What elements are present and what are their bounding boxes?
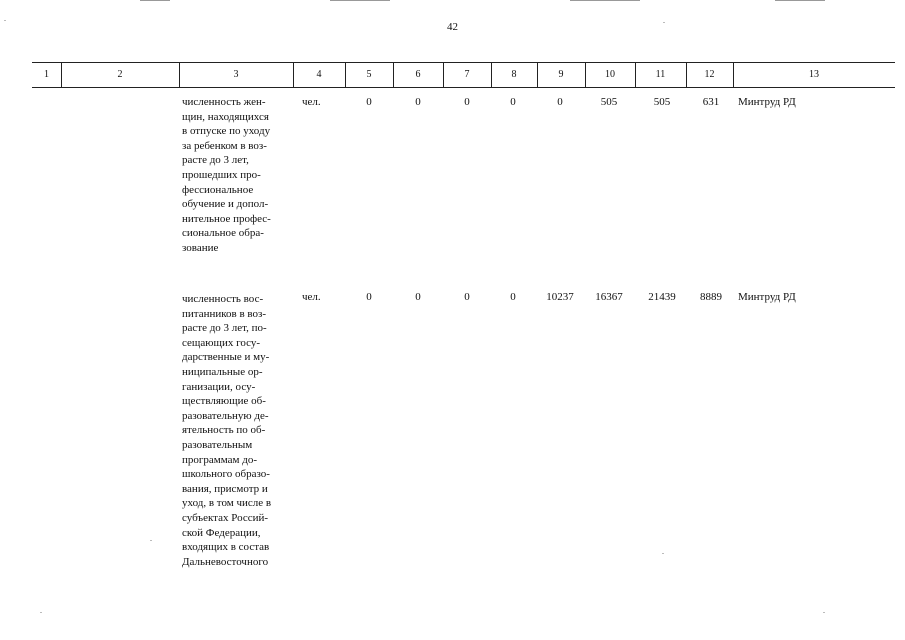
description-line: вания, присмотр и <box>182 482 268 495</box>
row-1-value-col12: 631 <box>702 96 720 108</box>
description-line: ганизации, осу- <box>182 380 256 393</box>
row-1-value-col11: 505 <box>653 96 671 108</box>
description-line: прошедших про- <box>182 168 261 181</box>
row-1-value-col10: 505 <box>600 96 618 108</box>
row-2-value-col5: 0 <box>366 291 372 303</box>
page-number: 42 <box>447 21 458 33</box>
description-line: численность вос- <box>182 293 264 305</box>
header-cell-4: 4 <box>316 69 322 80</box>
row-2-value-col9: 10237 <box>546 291 574 303</box>
header-cell-1: 1 <box>44 69 49 80</box>
description-line: зование <box>182 241 219 254</box>
description-line: сещающих госу- <box>182 336 260 349</box>
description-line: входящих в состав <box>182 541 270 554</box>
header-cell-5: 5 <box>366 69 372 80</box>
description-line: расте до 3 лет, по- <box>182 322 267 335</box>
description-line: фессиональное <box>182 183 254 196</box>
row-2-value-col7: 0 <box>464 291 470 303</box>
header-cell-10: 10 <box>605 69 615 80</box>
description-line: расте до 3 лет, <box>182 154 249 167</box>
description-line: разовательную де- <box>182 409 269 422</box>
description-line: питанников в воз- <box>182 307 267 320</box>
row-2-value-col10: 16367 <box>595 291 623 303</box>
description-line: школьного образо- <box>182 468 270 481</box>
description-line: за ребенком в воз- <box>182 139 267 152</box>
row-2-description <box>182 292 289 569</box>
row-1-value-col6: 0 <box>415 96 421 108</box>
description-line: программам до- <box>182 453 257 466</box>
row-1-value-col9: 0 <box>557 96 563 108</box>
row-1-description <box>182 95 289 256</box>
description-line: субъектах Россий- <box>182 511 269 524</box>
description-line: Дальневосточного <box>182 555 269 568</box>
scan-speck <box>823 612 825 613</box>
scan-speck <box>662 553 664 554</box>
header-cell-6: 6 <box>415 69 421 80</box>
row-2-unit: чел. <box>302 291 321 303</box>
description-line: обучение и допол- <box>182 198 269 211</box>
row-1-value-col5: 0 <box>366 96 372 108</box>
scan-edge-line <box>570 0 640 1</box>
scan-edge-line <box>140 0 170 1</box>
description-line: разовательным <box>182 438 253 451</box>
description-line: нительное профес- <box>182 212 271 225</box>
row-2-value-col8: 0 <box>510 291 516 303</box>
table-header-row <box>32 62 895 88</box>
header-cell-13: 13 <box>809 69 819 80</box>
row-2-value-col6: 0 <box>415 291 421 303</box>
description-line: дарственные и му- <box>182 351 270 364</box>
description-line: ятельность по об- <box>182 424 266 437</box>
row-1-responsible: Минтруд РД <box>738 96 796 108</box>
row-2-value-col12: 8889 <box>700 291 722 303</box>
row-1-unit: чел. <box>302 96 321 108</box>
description-line: сиональное обра- <box>182 227 264 240</box>
description-line: щин, находящихся <box>182 110 269 123</box>
description-line: ниципальные ор- <box>182 365 263 378</box>
scan-speck <box>40 612 42 613</box>
description-line: численность жен- <box>182 96 266 108</box>
header-cell-11: 11 <box>655 69 666 80</box>
header-cell-12: 12 <box>704 69 715 80</box>
description-line: уход, в том числе в <box>182 497 272 510</box>
row-1-value-col7: 0 <box>464 96 470 108</box>
header-cell-9: 9 <box>558 69 564 80</box>
scan-speck <box>150 540 152 541</box>
header-cell-3: 3 <box>233 69 239 80</box>
row-2-responsible: Минтруд РД <box>738 291 796 303</box>
header-cell-8: 8 <box>511 69 517 80</box>
row-2-value-col11: 21439 <box>648 291 676 303</box>
row-1-value-col8: 0 <box>510 96 516 108</box>
description-line: в отпуске по уходу <box>182 125 271 138</box>
header-cell-7: 7 <box>464 69 470 80</box>
header-cell-2: 2 <box>117 69 123 80</box>
description-line: ществляющие об- <box>182 395 266 408</box>
scan-edge-line <box>330 0 390 1</box>
description-line: ской Федерации, <box>182 526 261 539</box>
scan-edge-line <box>775 0 825 1</box>
